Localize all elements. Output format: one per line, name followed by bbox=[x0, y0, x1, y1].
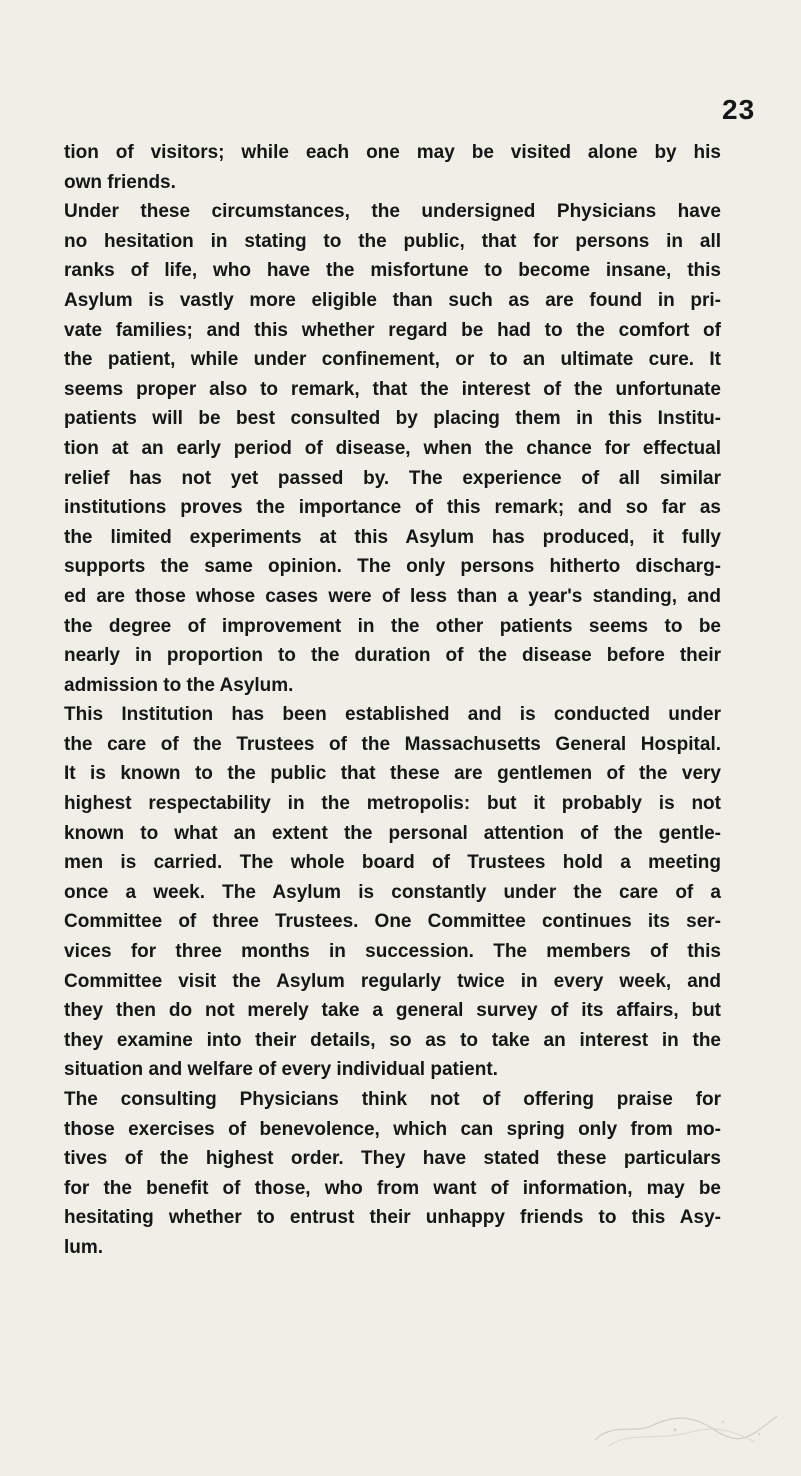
text-line: Asylum is vastly more eligible than such as are found in pri- bbox=[64, 289, 721, 311]
text-line: The consulting Physicians think not of offering praise for bbox=[64, 1089, 721, 1110]
text-line: supports the same opinion. The only persons hitherto discharg- bbox=[64, 556, 721, 578]
text-line: Committee of three Trustees. One Committee continues its ser- bbox=[64, 911, 721, 933]
text-line: the patient, while under confinement, or to an ultimate cure. It bbox=[64, 349, 721, 371]
text-line: once a week. The Asylum is constantly under the care of a bbox=[64, 881, 721, 903]
text-line: seems proper also to remark, that the interest of the unfortunate bbox=[64, 378, 721, 400]
text-line: own friends. bbox=[64, 171, 176, 193]
text-line: known to what an extent the personal attention of the gentle- bbox=[64, 822, 721, 844]
text-line: highest respectability in the metropolis: but it probably is not bbox=[64, 793, 721, 815]
text-line: they then do not merely take a general survey of its affairs, but bbox=[64, 1000, 721, 1022]
body-text bbox=[64, 138, 721, 1263]
text-line: vate families; and this whether regard be had to the comfort of bbox=[64, 319, 721, 341]
text-line: ed are those whose cases were of less than a year's standing, and bbox=[64, 585, 721, 607]
text-line: This Institution has been established and is conducted under bbox=[64, 704, 721, 726]
text-line: the limited experiments at this Asylum has produced, it fully bbox=[64, 526, 721, 548]
text-line: hesitating whether to entrust their unhappy friends to this Asy- bbox=[64, 1207, 721, 1229]
text-line: men is carried. The whole board of Trustees hold a meeting bbox=[64, 852, 721, 874]
text-line: relief has not yet passed by. The experience of all similar bbox=[64, 467, 721, 489]
text-line: the degree of improvement in the other patients seems to be bbox=[64, 615, 721, 637]
text-line: tives of the highest order. They have stated these particulars bbox=[64, 1148, 721, 1170]
text-line: they examine into their details, so as to take an interest in the bbox=[64, 1029, 721, 1051]
text-line: the care of the Trustees of the Massachusetts General Hospital. bbox=[64, 733, 721, 755]
text-line: nearly in proportion to the duration of the disease before their bbox=[64, 645, 721, 667]
text-line: admission to the Asylum. bbox=[64, 674, 294, 696]
text-line: Under these circumstances, the undersigned Physicians have bbox=[64, 201, 721, 223]
text-line: Committee visit the Asylum regularly twice in every week, and bbox=[64, 970, 721, 992]
text-line: those exercises of benevolence, which can spring only from mo- bbox=[64, 1118, 721, 1140]
text-line: tion of visitors; while each one may be visited alone by his bbox=[64, 142, 721, 163]
page-number: 23 bbox=[722, 94, 756, 125]
text-line: no hesitation in stating to the public, that for persons in all bbox=[64, 230, 721, 252]
text-line: vices for three months in succession. The members of this bbox=[64, 941, 721, 963]
text-line: It is known to the public that these are gentlemen of the very bbox=[64, 763, 721, 785]
text-line: institutions proves the importance of this remark; and so far as bbox=[64, 497, 721, 519]
text-line: situation and welfare of every individual patient. bbox=[64, 1059, 498, 1081]
text-line: patients will be best consulted by placing them in this Institu- bbox=[64, 408, 721, 430]
text-line: tion at an early period of disease, when the chance for effectual bbox=[64, 437, 721, 459]
text-line: ranks of life, who have the misfortune to become insane, this bbox=[64, 260, 721, 282]
paper-smudge bbox=[591, 1404, 781, 1448]
text-line: for the benefit of those, who from want of information, may be bbox=[64, 1177, 721, 1199]
text-line: lum. bbox=[64, 1236, 104, 1258]
